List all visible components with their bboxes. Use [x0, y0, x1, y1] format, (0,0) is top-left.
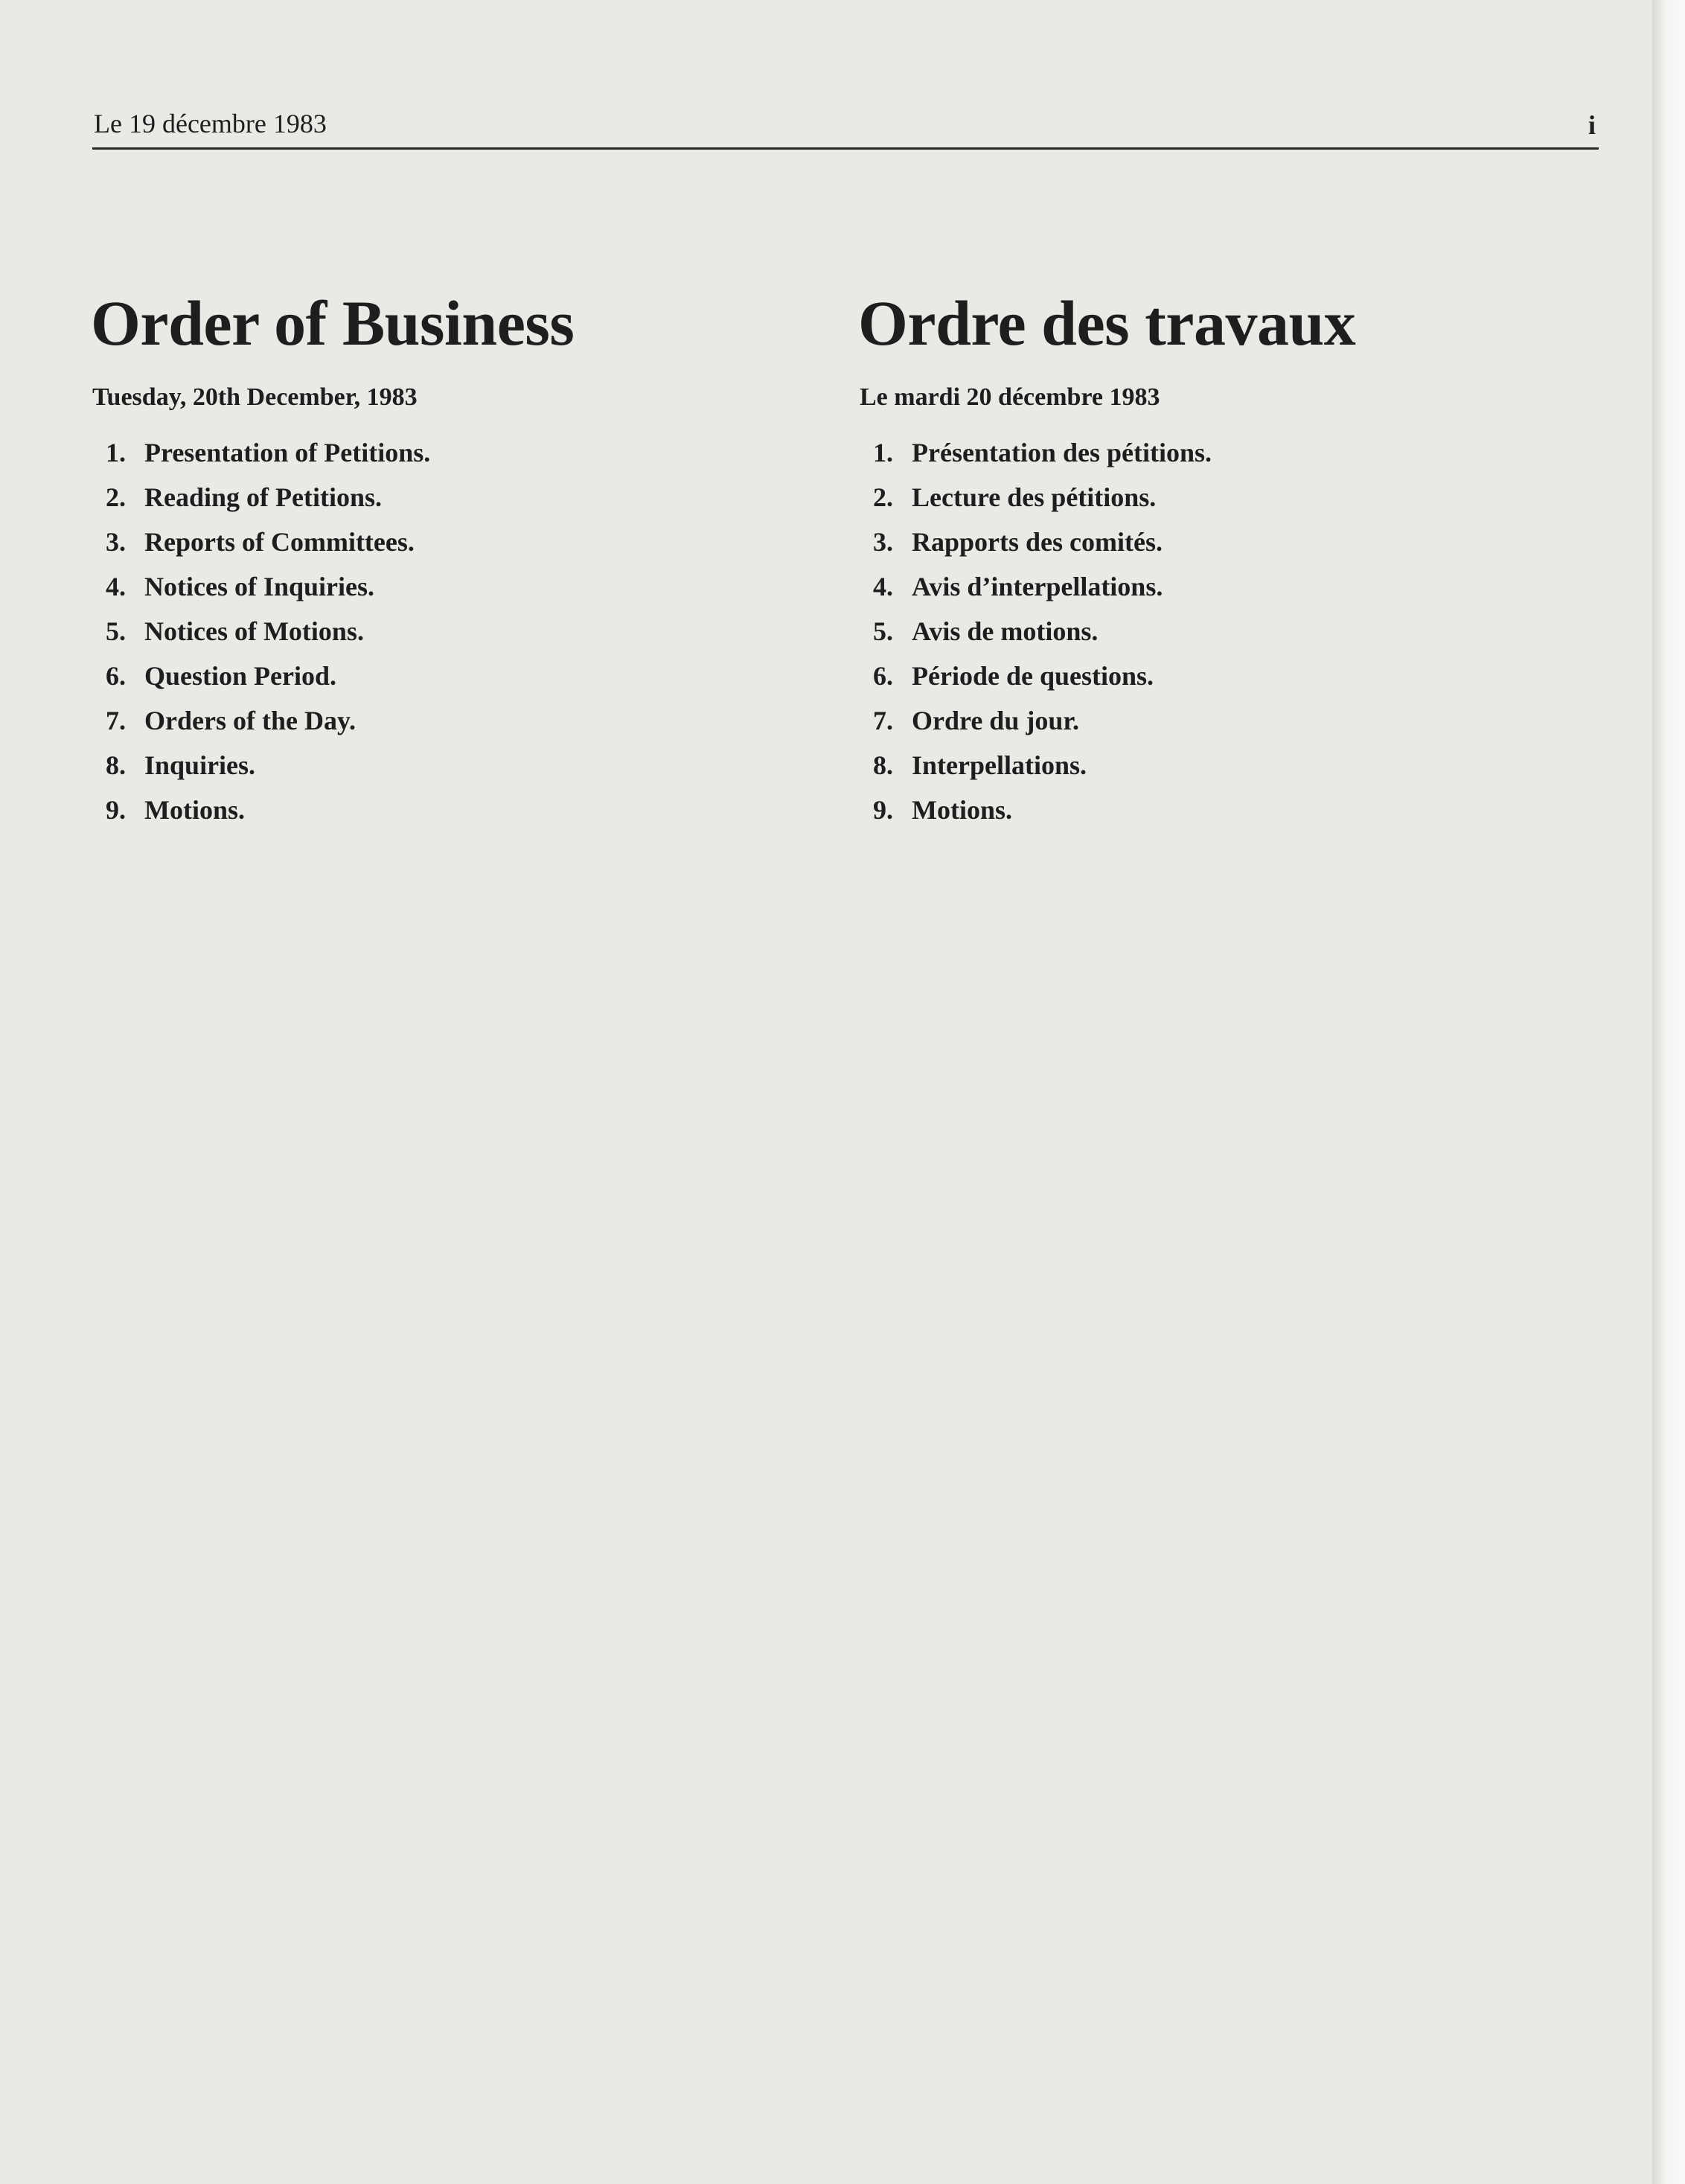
- french-title: Ordre des travaux: [858, 287, 1356, 359]
- item-number: 5.: [873, 616, 893, 646]
- english-date: Tuesday, 20th December, 1983: [92, 383, 418, 411]
- agenda-item: [873, 609, 1588, 654]
- agenda-item: [873, 788, 1588, 832]
- item-number: 8.: [873, 750, 893, 780]
- agenda-item: [873, 520, 1588, 564]
- french-agenda-list: [873, 430, 1588, 832]
- item-number: 6.: [873, 661, 893, 691]
- item-number: 2.: [106, 482, 126, 512]
- item-text: Orders of the Day.: [144, 706, 356, 735]
- item-text: Interpellations.: [912, 750, 1087, 780]
- item-number: 3.: [873, 527, 893, 557]
- page-edge: [1652, 0, 1685, 2184]
- item-number: 3.: [106, 527, 126, 557]
- agenda-item: [106, 520, 805, 564]
- item-number: 4.: [106, 572, 126, 601]
- item-text: Motions.: [144, 795, 245, 825]
- agenda-item: [106, 743, 805, 788]
- agenda-item: [106, 698, 805, 743]
- item-number: 9.: [106, 795, 126, 825]
- agenda-item: [106, 475, 805, 520]
- agenda-item: [106, 430, 805, 475]
- item-number: 6.: [106, 661, 126, 691]
- item-text: Notices of Inquiries.: [144, 572, 374, 601]
- page-number: i: [1588, 110, 1596, 140]
- agenda-item: [873, 430, 1588, 475]
- header-date: Le 19 décembre 1983: [94, 109, 327, 138]
- agenda-item: [873, 654, 1588, 698]
- item-text: Motions.: [912, 795, 1012, 825]
- item-number: 1.: [106, 438, 126, 467]
- english-agenda-list: [106, 430, 805, 832]
- agenda-item: [106, 609, 805, 654]
- item-number: 2.: [873, 482, 893, 512]
- item-text: Question Period.: [144, 661, 336, 691]
- agenda-item: [873, 743, 1588, 788]
- item-text: Ordre du jour.: [912, 706, 1080, 735]
- item-number: 7.: [873, 706, 893, 735]
- item-text: Reports of Committees.: [144, 527, 415, 557]
- item-number: 7.: [106, 706, 126, 735]
- english-title: Order of Business: [91, 287, 575, 359]
- item-text: Avis de motions.: [912, 616, 1099, 646]
- item-text: Lecture des pétitions.: [912, 482, 1157, 512]
- running-header: [92, 104, 1599, 150]
- agenda-item: [873, 698, 1588, 743]
- item-number: 8.: [106, 750, 126, 780]
- item-text: Rapports des comités.: [912, 527, 1163, 557]
- item-text: Présentation des pétitions.: [912, 438, 1212, 467]
- item-number: 1.: [873, 438, 893, 467]
- french-date: Le mardi 20 décembre 1983: [860, 383, 1160, 411]
- agenda-item: [106, 564, 805, 609]
- french-column: [858, 281, 1588, 832]
- item-text: Reading of Petitions.: [144, 482, 382, 512]
- agenda-item: [106, 654, 805, 698]
- item-text: Presentation of Petitions.: [144, 438, 431, 467]
- item-text: Période de questions.: [912, 661, 1154, 691]
- agenda-item: [873, 475, 1588, 520]
- item-text: Avis d’interpellations.: [912, 572, 1163, 601]
- item-number: 5.: [106, 616, 126, 646]
- agenda-item: [106, 788, 805, 832]
- english-column: [91, 281, 805, 832]
- item-text: Notices of Motions.: [144, 616, 364, 646]
- item-text: Inquiries.: [144, 750, 256, 780]
- item-number: 9.: [873, 795, 893, 825]
- item-number: 4.: [873, 572, 893, 601]
- agenda-item: [873, 564, 1588, 609]
